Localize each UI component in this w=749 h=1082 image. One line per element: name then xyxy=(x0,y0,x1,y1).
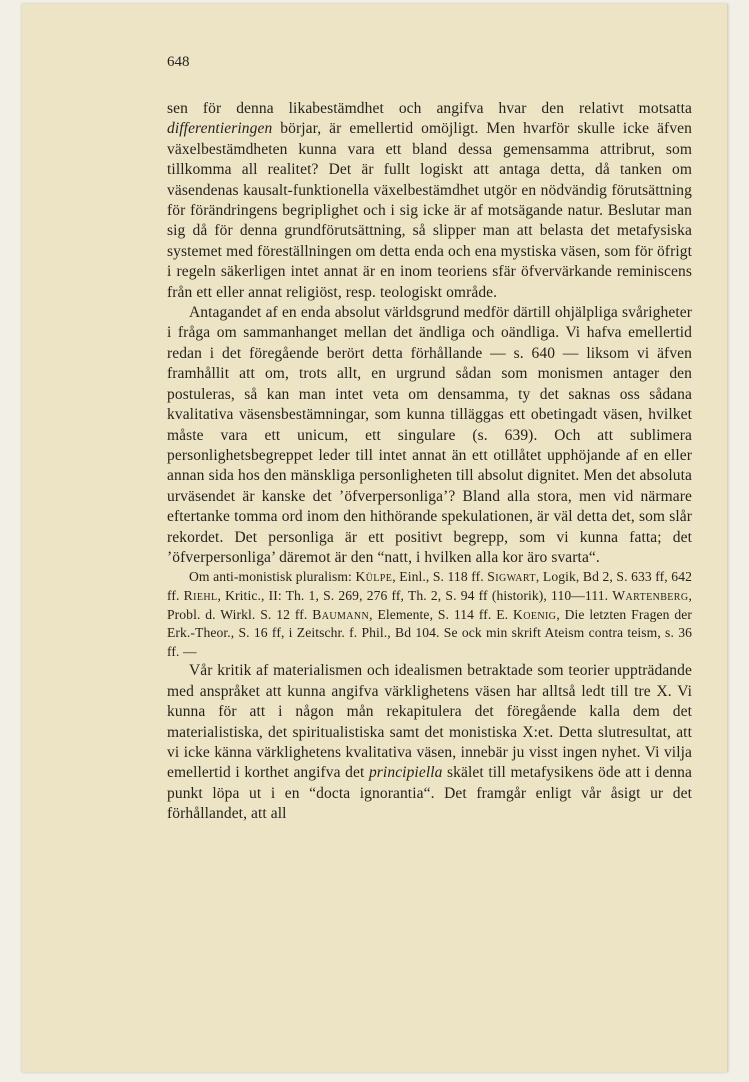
emphasis-principiella: principiella xyxy=(368,764,443,782)
author-wartenberg: Wartenberg xyxy=(612,587,689,603)
paragraph-3-text-c: skälet till metafysikens öde att i denna punkt löpa ut i en “docta ignorantia“. Det framgår enligt vår åsigt ur det förhållandet, att all xyxy=(167,764,692,823)
paragraph-3-text-a: Vår kritik af materialismen och idealismen betraktade som teorier uppträdande med anspråket att kunna angifva värklighetens väsen har alltså ledt till tre X. Vi kunna för att i någon mån rekapitulera det föregående kalla dem det materialistiska, det spiritualistiska samt det monistiska X:et. Detta slutresultat, att vi icke känna värklighetens kvalitativa väsen, innebär ju visst ingen nyhet. Vi vilja emellertid i korthet angifva det xyxy=(167,662,692,782)
paragraph-1-text-c: börjar, är emellertid omöjligt. Men hvarför skulle icke äfven växelbestämdheten kunna vara ett bland dessa gemensamma attribrut, som tillkomma all realitet? Det är fullt logiskt att antaga detta, då tanken om väsendenas kausalt-funktionella växelbestämdhet utgör en nödvändig förutsättning för förändringens begriplighet och i sig icke är af motsägande natur. Beslutar man sig då för denna grundförutsättning, så slipper man att belasta det metafysiska systemet med föreställningen om detta enda och ena mystiska väsen, som för öfrigt i regeln säkerligen intet annat är en inom teoriens sfär öfvervärkande reminiscens från ett eller annat religiöst, resp. teologiskt område. xyxy=(167,120,692,301)
author-kulpe: Külpe xyxy=(355,569,393,585)
paragraph-3 xyxy=(167,661,692,824)
page-number: 648 xyxy=(167,54,190,70)
footnote-references: Om anti-monistisk pluralism: Külpe, Einl., S. 118 ff. Sigwart, Logik, Bd 2, S. 633 ff, 642 ff. Riehl, Kritic., II: Th. 1, S. 269, 276 ff, Th. 2, S. 94 ff (historik), 110—111. Wartenberg, Probl. d. Wirkl. S. 12 ff. Baumann, Elemente, S. 114 ff. E. Koenig, Die letzten Fragen der Erk.-Theor., S. 16 ff, i Zeitschr. f. Phil., Bd 104. Se ock min skrift Ateism contra teism, s. 36 ff. — xyxy=(167,569,693,659)
author-riehl: Riehl xyxy=(183,587,218,603)
paragraph-2: Antagandet af en enda absolut världsgrund medför därtill ohjälpliga svårigheter i fråga om sammanhanget mellan det ändliga och oändliga. Vi hafva emellertid redan i det föregående berört detta förhållande — s. 640 — liksom vi äfven framhållit att om, trots allt, en urgrund sådan som monismen antager den postuleras, så kan man intet veta om densamma, ty det saknas oss sådana kvalitativa väsensbestämningar, som kunna tilläggas ett obetingadt väsen, hvilket måste vara ett unicum, ett singulare (s. 639). Och att sublimera personlighetsbegreppet leder till intet annat än ett otillåtet upphöjande af en eller annan sida hos den mänskliga personligheten till absolut dignitet. Men det absoluta urväsendet är kanske det ’öfverpersonliga’? Bland alla stora, men vid närmare eftertanke tomma ord inom den hithörande spekulationen, är väl detta det, som slår rekordet. Det personliga är ett positivt begrepp, som vi kunna fatta; det ’öfverpersonliga’ däremot är den “natt, i hvilken alla kor äro svarta“. xyxy=(167,304,692,566)
author-koenig: Koenig xyxy=(512,606,557,622)
author-baumann: Baumann xyxy=(312,606,370,622)
paragraph-1-text-a: sen för denna likabestämdhet och angifva hvar den relativt motsatta xyxy=(167,100,692,117)
book-page xyxy=(22,4,728,1072)
emphasis-differentieringen: differentieringen xyxy=(167,120,273,138)
author-sigwart: Sigwart xyxy=(487,569,536,585)
page-content xyxy=(167,52,692,825)
paragraph-1 xyxy=(167,99,692,303)
